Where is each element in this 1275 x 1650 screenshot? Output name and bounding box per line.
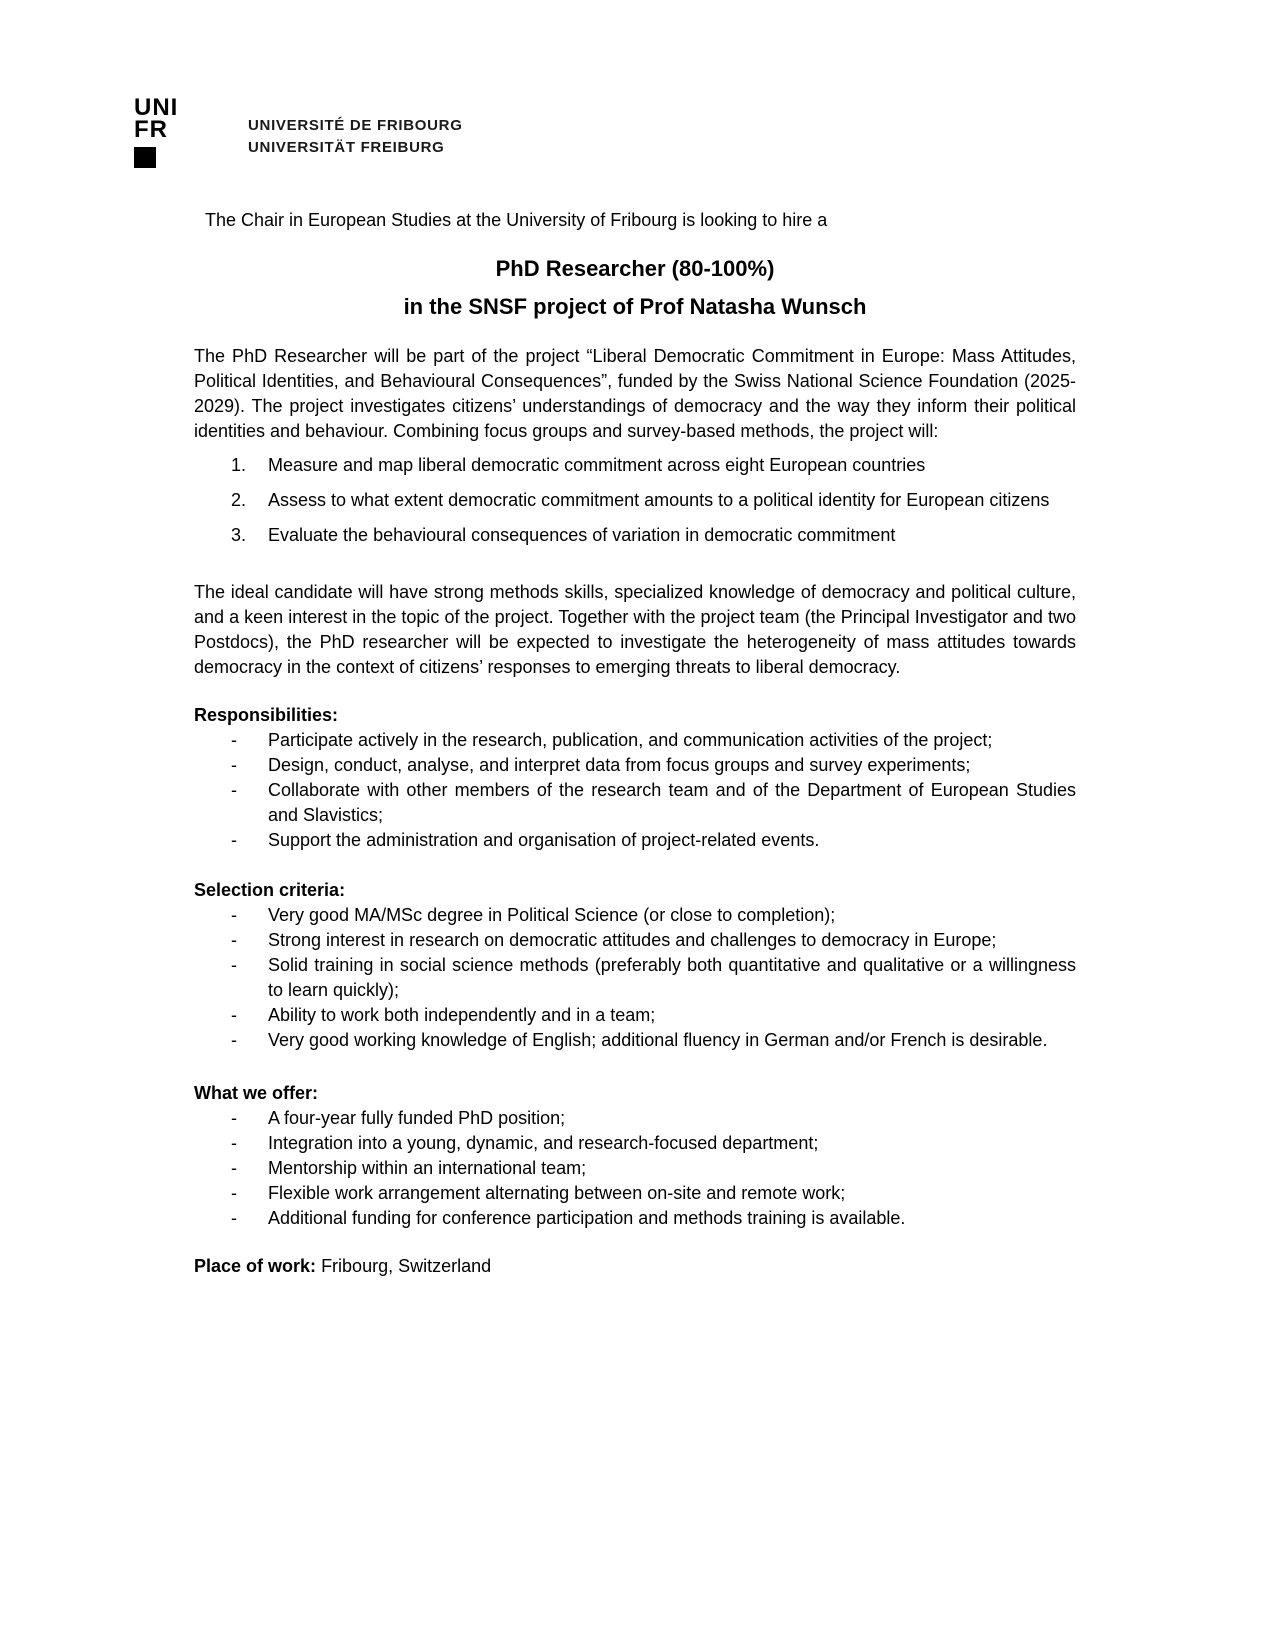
list-text: Strong interest in research on democratic attitudes and challenges to democracy in Europe;: [268, 930, 997, 950]
place-of-work: [194, 1254, 1076, 1279]
offer-list: [194, 1106, 1076, 1231]
list-text: Ability to work both independently and in a team;: [268, 1005, 656, 1025]
job-title: PhD Researcher (80-100%): [495, 256, 775, 281]
list-item: [194, 928, 1076, 953]
list-text: Flexible work arrangement alternating between on-site and remote work;: [268, 1183, 846, 1203]
list-text: Support the administration and organisation of project-related events.: [268, 830, 820, 850]
list-text: Very good working knowledge of English; additional fluency in German and/or French is desirable.: [268, 1030, 1048, 1050]
list-text: Very good MA/MSc degree in Political Science (or close to completion);: [268, 905, 836, 925]
list-item: [194, 1106, 1076, 1131]
list-text: Evaluate the behavioural consequences of variation in democratic commitment: [268, 525, 896, 545]
list-text: Participate actively in the research, publication, and communication activities of the project;: [268, 730, 993, 750]
list-item: [194, 1206, 1076, 1231]
candidate-description: The ideal candidate will have strong methods skills, specialized knowledge of democracy and political culture, and a keen interest in the topic of the project. Together with the project team (the Principal Investigator and two Postdocs), the PhD researcher will be expected to investigate the heterogeneity of mass attitudes towards democracy in the context of citizens’ responses to emerging threats to liberal democracy.: [194, 582, 1076, 677]
list-text: Collaborate with other members of the research team and of the Department of European Studies and Slavistics;: [268, 780, 1076, 825]
list-text: Measure and map liberal democratic commitment across eight European countries: [268, 455, 926, 475]
list-marker: -: [231, 1005, 237, 1025]
list-item: [194, 753, 1076, 778]
list-marker: -: [231, 1108, 237, 1128]
list-marker: -: [231, 1133, 237, 1153]
list-item: [194, 1181, 1076, 1206]
list-item: [194, 1003, 1076, 1028]
list-item: [194, 953, 1076, 1003]
list-text: Mentorship within an international team;: [268, 1158, 587, 1178]
logo-text-fr: FR: [134, 116, 168, 143]
list-marker: -: [231, 1183, 237, 1203]
list-marker: 2.: [231, 490, 247, 510]
list-marker: -: [231, 1030, 237, 1050]
list-text: Design, conduct, analyse, and interpret data from focus groups and survey experiments;: [268, 755, 971, 775]
university-name-fr: UNIVERSITÉ DE FRIBOURG: [248, 117, 463, 134]
intro-line: The Chair in European Studies at the University of Fribourg is looking to hire a: [205, 210, 828, 230]
responsibilities-list: [194, 728, 1076, 853]
list-text: Solid training in social science methods (preferably both quantitative and qualitative or a willingness to learn quickly);: [268, 955, 1076, 1000]
list-marker: -: [231, 780, 237, 800]
list-item: [194, 1131, 1076, 1156]
list-text: A four-year fully funded PhD position;: [268, 1108, 566, 1128]
list-text: Assess to what extent democratic commitment amounts to a political identity for European citizens: [268, 490, 1050, 510]
list-item: [194, 903, 1076, 928]
list-marker: -: [231, 755, 237, 775]
list-marker: -: [231, 955, 237, 975]
objective-item: [194, 453, 1076, 478]
responsibilities-heading: Responsibilities:: [194, 705, 339, 725]
offer-heading: What we offer:: [194, 1083, 318, 1103]
list-marker: -: [231, 1208, 237, 1228]
list-item: [194, 828, 1076, 853]
list-item: [194, 728, 1076, 753]
document-body: [194, 0, 1076, 1279]
unifr-logo: [134, 94, 179, 168]
list-marker: -: [231, 905, 237, 925]
list-marker: -: [231, 1158, 237, 1178]
objective-item: [194, 488, 1076, 513]
selection-criteria-heading: Selection criteria:: [194, 880, 346, 900]
logo-square-icon: [134, 147, 156, 168]
place-of-work-value: Fribourg, Switzerland: [321, 1256, 492, 1276]
list-item: [194, 1028, 1076, 1053]
list-marker: 3.: [231, 525, 247, 545]
objective-item: [194, 523, 1076, 548]
logo-text-uni: UNI: [134, 94, 179, 121]
list-marker: -: [231, 730, 237, 750]
objectives-list: [194, 453, 1076, 548]
list-text: Additional funding for conference participation and methods training is available.: [268, 1208, 906, 1228]
place-of-work-label: Place of work:: [194, 1256, 317, 1276]
selection-criteria-list: [194, 903, 1076, 1053]
list-item: [194, 1156, 1076, 1181]
list-marker: -: [231, 930, 237, 950]
list-marker: 1.: [231, 455, 247, 475]
university-name-de: UNIVERSITÄT FREIBURG: [248, 139, 445, 156]
list-marker: -: [231, 830, 237, 850]
list-text: Integration into a young, dynamic, and research-focused department;: [268, 1133, 819, 1153]
project-title: in the SNSF project of Prof Natasha Wunsch: [403, 294, 867, 319]
list-item: [194, 778, 1076, 828]
project-description: The PhD Researcher will be part of the project “Liberal Democratic Commitment in Europe: Mass Attitudes, Political Identities, and Behavioural Consequences”, funded by the Swiss National Science Foundation (2025-2029). The project investigates citizens’ understandings of democracy and the way they inform their political identities and behaviour. Combining focus groups and survey-based methods, the project will:: [194, 346, 1076, 441]
